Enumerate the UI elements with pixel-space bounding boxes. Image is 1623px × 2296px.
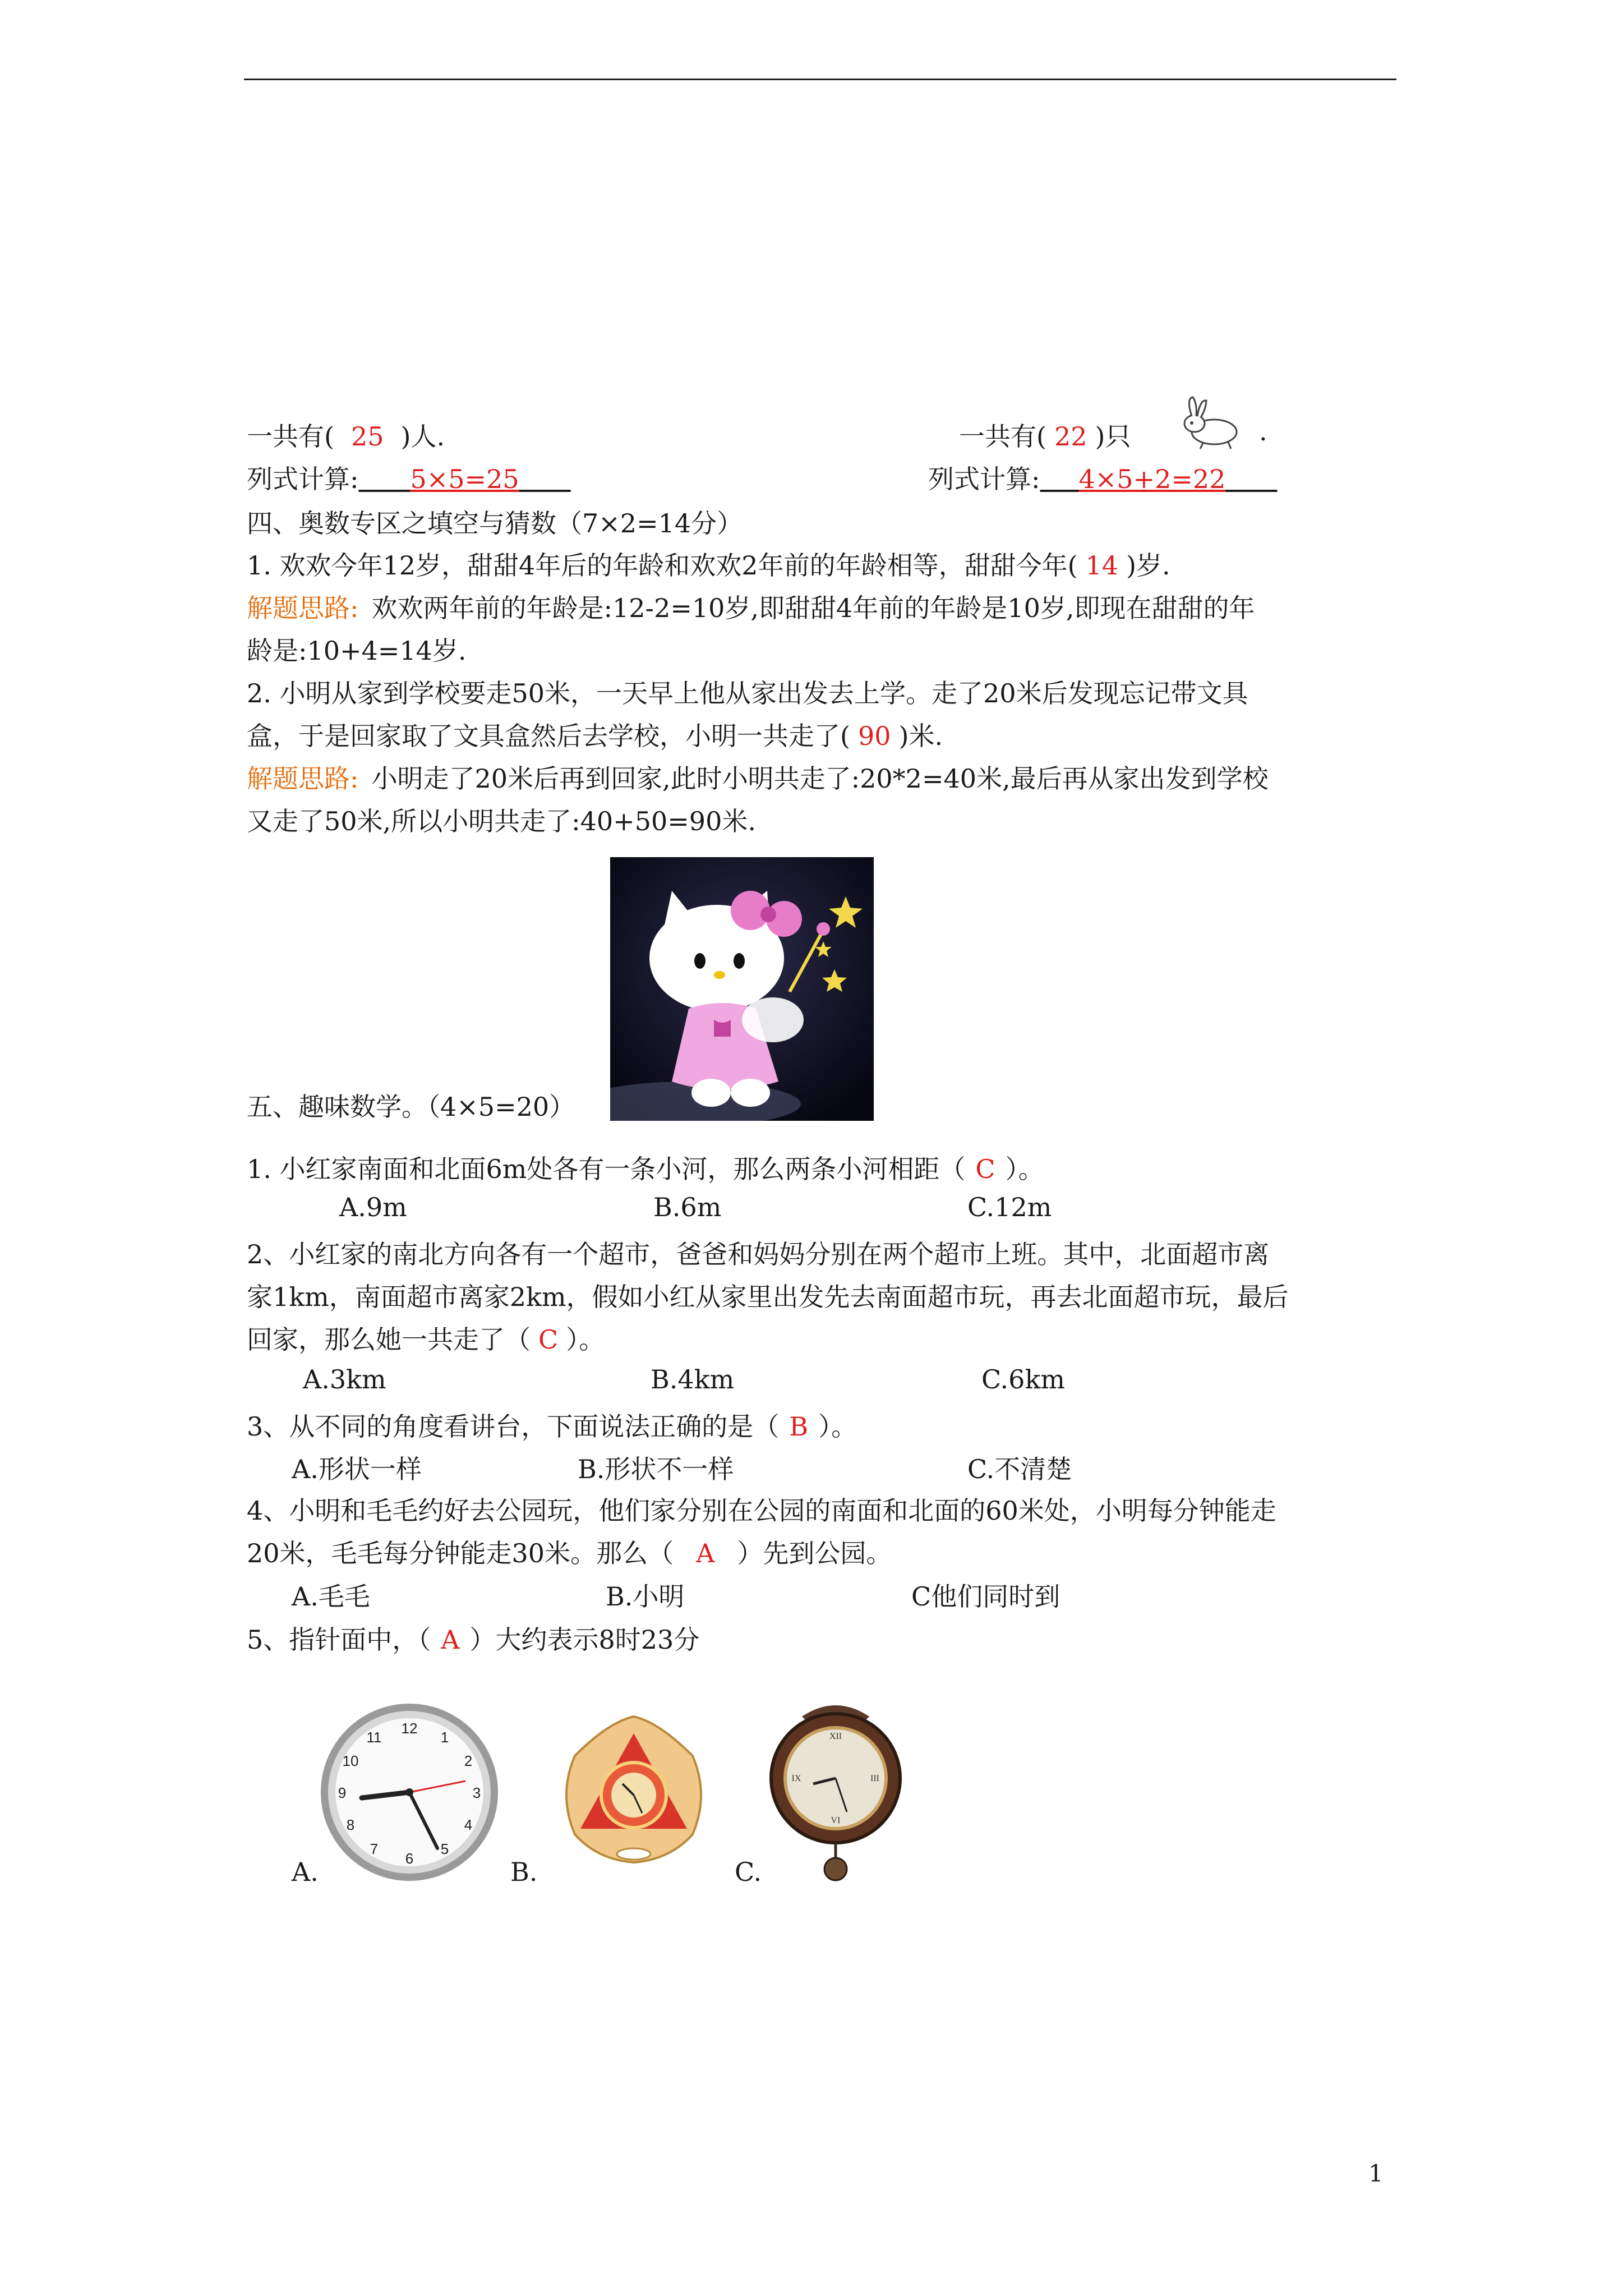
answer-22: 22 (1054, 421, 1087, 452)
svg-text:5: 5 (440, 1841, 449, 1857)
svg-text:11: 11 (366, 1729, 382, 1746)
clock-a-image (317, 1700, 502, 1885)
s5-q2-option-a: A.3km (303, 1364, 386, 1395)
clock-b-image (558, 1711, 709, 1874)
answer-14: 14 (1085, 550, 1119, 581)
s5-q4-option-b: B.小明 (606, 1581, 685, 1612)
s5-q2-line2: 家1km，南面超市离家2km，假如小红从家里出发先去南面超市玩，再去北面超市玩，最后 (247, 1282, 1289, 1312)
clock-c-image (763, 1694, 909, 1885)
svg-text:VI: VI (831, 1816, 841, 1825)
answer-25: 25 (351, 421, 384, 452)
top-left-formula: 列式计算: 5×5=25 (247, 464, 519, 494)
s5-q2-option-c: C.6km (981, 1364, 1065, 1395)
s5-q1: 1. 小红家南面和北面6m处各有一条小河，那么两条小河相距（ C ）。 (247, 1154, 1044, 1184)
s5-q4-option-c: C他们同时到 (911, 1581, 1061, 1612)
s5-q3: 3、从不同的角度看讲台，下面说法正确的是（ B ）。 (247, 1411, 857, 1442)
s4-q1: 1. 欢欢今年12岁，甜甜4年后的年龄和欢欢2年前的年龄相等，甜甜今年( 14 )岁. (247, 550, 1170, 581)
answer-a-q4: A (696, 1538, 715, 1568)
s5-q2-line1: 2、小红家的南北方向各有一个超市，爸爸和妈妈分别在两个超市上班。其中，北面超市离 (247, 1239, 1270, 1269)
svg-text:12: 12 (401, 1720, 418, 1737)
section5-heading: 五、趣味数学。（4×5=20） (247, 1092, 575, 1122)
rabbit-icon (1175, 393, 1248, 454)
s5-q1-option-a: A.9m (339, 1192, 407, 1222)
s5-q1-option-c: C.12m (967, 1192, 1052, 1222)
s4-q2-hint-cont: 又走了50米,所以小明共走了:40+50=90米. (247, 806, 756, 836)
svg-text:2: 2 (464, 1752, 473, 1769)
header-rule (244, 79, 1396, 80)
answer-a-q5: A (441, 1625, 460, 1655)
svg-text:4: 4 (464, 1816, 473, 1833)
svg-text:7: 7 (370, 1841, 379, 1857)
s4-q2-line1: 2. 小明从家到学校要走50米，一天早上他从家出发去上学。走了20米后发现忘记带文具 (247, 678, 1248, 708)
s4-q2-line2: 盒，于是回家取了文具盒然后去学校，小明一共走了( 90 )米. (247, 721, 943, 751)
s5-q4-line1: 4、小明和毛毛约好去公园玩，他们家分别在公园的南面和北面的60米处，小明每分钟能走 (247, 1496, 1276, 1526)
s5-q4-line2: 20米，毛毛每分钟能走30米。那么（ A ）先到公园。 (247, 1538, 892, 1568)
top-left-count: 一共有( 25 )人. (247, 421, 445, 452)
clock-c-label: C. (735, 1857, 762, 1887)
svg-text:6: 6 (405, 1850, 414, 1867)
answer-b-q3: B (789, 1411, 809, 1442)
svg-text:10: 10 (342, 1752, 359, 1769)
s5-q3-option-c: C.不清楚 (967, 1454, 1072, 1484)
svg-text:XII: XII (829, 1732, 842, 1741)
s5-q5: 5、指针面中，（ A ）大约表示8时23分 (247, 1625, 700, 1655)
page-number: 1 (1368, 2160, 1384, 2187)
answer-c-q2: C (538, 1324, 559, 1355)
answer-c-q1: C (975, 1154, 995, 1184)
svg-text:9: 9 (338, 1784, 347, 1801)
s5-q3-option-b: B.形状不一样 (578, 1454, 734, 1484)
answer-formula-left: 5×5=25 (410, 464, 519, 494)
answer-90: 90 (857, 721, 891, 751)
hint-label: 解题思路: (247, 593, 359, 623)
s5-q3-option-a: A.形状一样 (292, 1454, 422, 1484)
hint-label: 解题思路: (247, 763, 359, 794)
s4-q1-hint: 解题思路: 欢欢两年前的年龄是:12-2=10岁,即甜甜4年前的年龄是10岁,即现在甜甜的年 (247, 593, 1255, 623)
top-right-count: 一共有( 22 )只 (959, 421, 1131, 452)
top-right-period: . (1259, 416, 1267, 447)
svg-text:III: III (870, 1774, 879, 1783)
answer-formula-right: 4×5+2=22 (1078, 464, 1226, 494)
top-right-formula: 列式计算: 4×5+2=22 (928, 464, 1226, 494)
s5-q2-line3: 回家，那么她一共走了（ C ）。 (247, 1324, 605, 1355)
s5-q1-option-b: B.6m (653, 1192, 722, 1222)
s4-q2-hint: 解题思路: 小明走了20米后再到回家,此时小明共走了:20*2=40米,最后再从家出发到学校 (247, 763, 1269, 794)
hello-kitty-image (610, 857, 874, 1121)
svg-text:IX: IX (791, 1774, 801, 1783)
section4-heading: 四、奥数专区之填空与猜数（7×2=14分） (247, 508, 743, 539)
s5-q2-option-b: B.4km (651, 1364, 735, 1395)
s4-q1-hint-cont: 龄是:10+4=14岁. (247, 636, 467, 666)
s5-q4-option-a: A.毛毛 (292, 1581, 370, 1612)
svg-text:3: 3 (472, 1784, 481, 1801)
svg-text:8: 8 (346, 1816, 355, 1833)
clock-a-label: A. (292, 1857, 319, 1887)
clock-b-label: B. (510, 1857, 538, 1887)
svg-text:1: 1 (440, 1729, 449, 1746)
